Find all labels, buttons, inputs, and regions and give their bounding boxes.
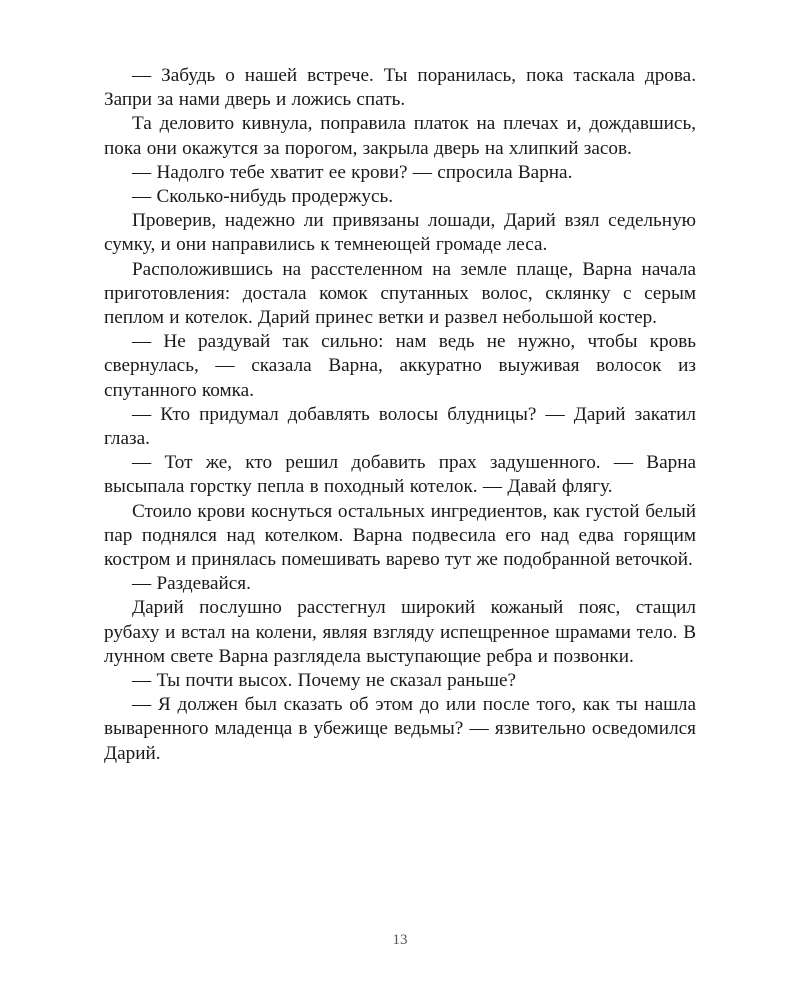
paragraph: Дарий послушно расстегнул широкий кожаный пояс, стащил рубаху и встал на колени, являя взгляду испещренное шрамами тело. В лунном свете Варна разглядела выступающие ребра и позвонки. xyxy=(104,597,696,667)
paragraph: — Раздевайся. xyxy=(132,573,251,595)
paragraph: — Ты почти высох. Почему не сказал раньше? xyxy=(132,670,517,692)
paragraph: Стоило крови коснуться остальных ингредиентов, как густой белый пар поднялся над котелком. Варна подвесила его над едва горящим костром и принялась помешивать варево тут же подобранной веточкой. xyxy=(104,500,696,571)
paragraph: — Надолго тебе хватит ее крови? — спросила Варна. xyxy=(132,161,573,183)
paragraph: — Не раздувай так сильно: нам ведь не нужно, чтобы кровь свернулась, — сказала Варна, аккуратно выуживая волосок из спутанного комка. xyxy=(104,331,696,401)
page-number: 13 xyxy=(392,932,408,948)
paragraph: — Я должен был сказать об этом до или после того, как ты нашла вываренного младенца в убежище ведьмы? — язвительно осведомился Дарий. xyxy=(104,694,696,764)
paragraph: — Кто придумал добавлять волосы блудницы? — Дарий закатил глаза. xyxy=(104,403,696,450)
paragraph: — Забудь о нашей встрече. Ты поранилась, пока таскала дрова. Запри за нами дверь и ложись спать. xyxy=(104,65,696,111)
paragraph: Та деловито кивнула, поправила платок на плечах и, дождавшись, пока они окажутся за порогом, закрыла дверь на хлипкий засов. xyxy=(104,113,696,159)
page-text xyxy=(104,64,696,766)
paragraph: Проверив, надежно ли привязаны лошади, Дарий взял седельную сумку, и они направились к темнеющей громаде леса. xyxy=(104,210,696,256)
paragraph: Расположившись на расстеленном на земле плаще, Варна начала приготовления: достала комок спутанных волос, склянку с серым пеплом и котелок. Дарий принес ветки и развел небольшой костер. xyxy=(104,258,696,329)
paragraph: — Сколько-нибудь продержусь. xyxy=(132,186,394,208)
paragraph: — Тот же, кто решил добавить прах задушенного. — Варна высыпала горстку пепла в походный котелок. — Давай флягу. xyxy=(104,452,696,498)
